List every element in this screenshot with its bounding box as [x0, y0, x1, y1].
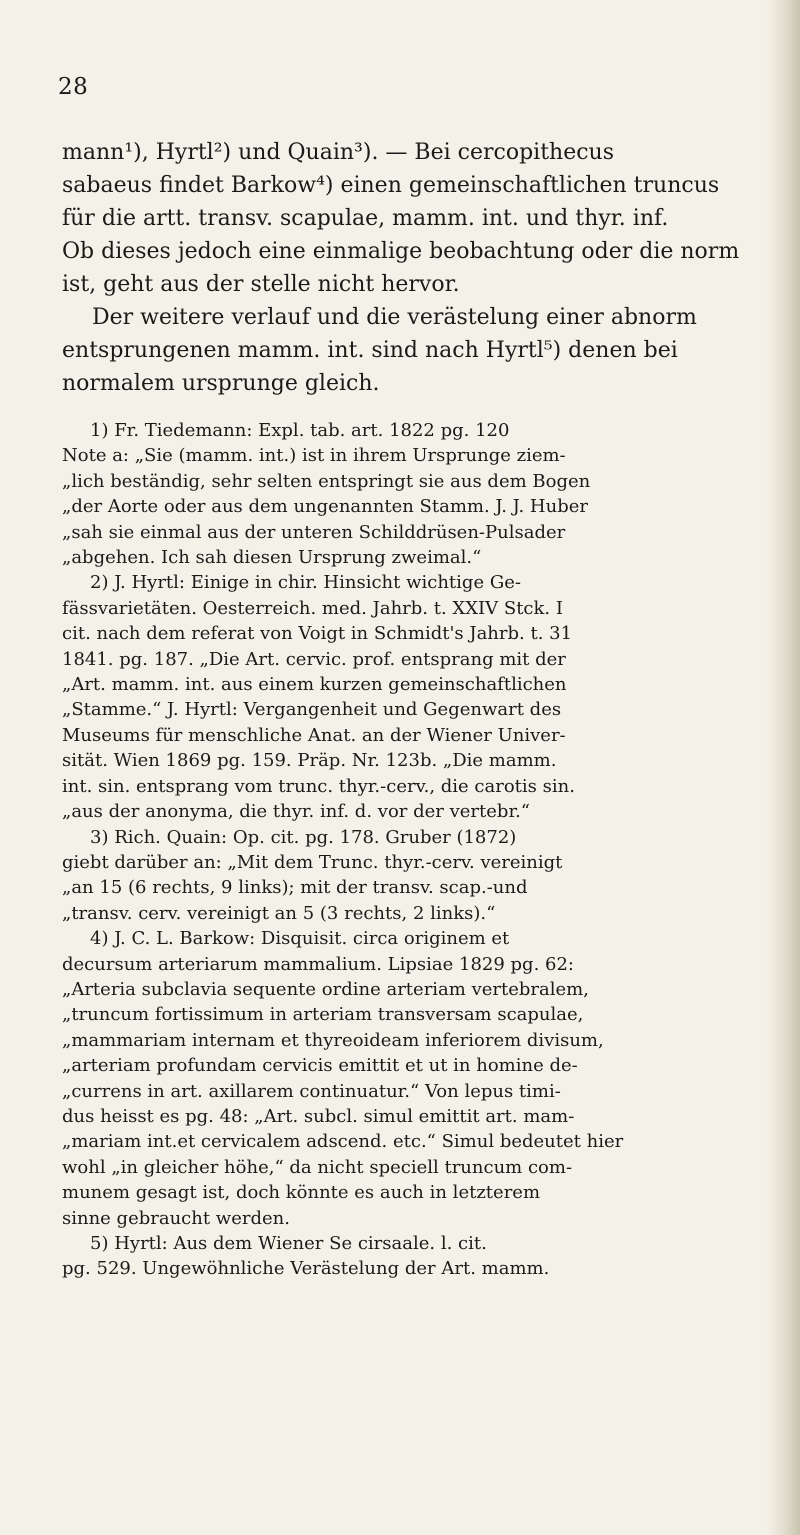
- footnote-line: „arteriam profundam cervicis emittit et ut in homine de-: [62, 1055, 578, 1077]
- footnote-2-body: [62, 596, 780, 825]
- footnote-1-body: [62, 443, 780, 570]
- main-line: für die artt. transv. scapulae, mamm. int. und thyr. inf.: [62, 206, 669, 231]
- footnote-line: Note a: „Sie (mamm. int.) ist in ihrem Ursprunge ziem-: [62, 445, 566, 467]
- footnote-line: 5) Hyrtl: Aus dem Wiener Se cirsaale. l. cit.: [90, 1233, 487, 1254]
- main-line: Ob dieses jedoch eine einmalige beobachtung oder die norm: [62, 239, 740, 264]
- footnote-line: „truncum fortissimum in arteriam transversam scapulae,: [62, 1004, 584, 1026]
- footnote-line: „Arteria subclavia sequente ordine arteriam vertebralem,: [62, 978, 589, 1000]
- main-line: normalem ursprunge gleich.: [62, 371, 380, 396]
- main-line: entsprungenen mamm. int. sind nach Hyrtl⁵) denen bei: [62, 338, 678, 363]
- footnote-line: „Art. mamm. int. aus einem kurzen gemeinschaftlichen: [62, 674, 567, 696]
- footnote-line: giebt darüber an: „Mit dem Trunc. thyr.-cerv. vereinigt: [62, 851, 563, 873]
- footnote-line: fässvarietäten. Oesterreich. med. Jahrb. t. XXIV Stck. I: [62, 597, 563, 619]
- footnote-line: 3) Rich. Quain: Op. cit. pg. 178. Gruber (1872): [90, 826, 517, 848]
- footnote-4-body: [62, 952, 780, 1231]
- footnote-line: decursum arteriarum mammalium. Lipsiae 1829 pg. 62:: [62, 953, 574, 975]
- footnote-2: [62, 570, 780, 595]
- footnote-line: 1) Fr. Tiedemann: Expl. tab. art. 1822 pg. 120: [90, 420, 510, 441]
- footnote-line: 1841. pg. 187. „Die Art. cervic. prof. entsprang mit der: [62, 648, 566, 670]
- footnote-5-body: [62, 1256, 780, 1281]
- footnote-1: [62, 418, 780, 443]
- footnote-line: „lich beständig, sehr selten entspringt sie aus dem Bogen: [62, 470, 591, 492]
- footnote-line: „transv. cerv. vereinigt an 5 (3 rechts, 2 links).“: [62, 902, 496, 924]
- footnote-line: cit. nach dem referat von Voigt in Schmidt's Jahrb. t. 31: [62, 623, 573, 645]
- footnote-line: Museums für menschliche Anat. an der Wiener Univer-: [62, 724, 566, 746]
- footnote-line: munem gesagt ist, doch könnte es auch in letzterem: [62, 1182, 541, 1204]
- footnote-line: „aus der anonyma, die thyr. inf. d. vor der vertebr.“: [62, 801, 530, 823]
- footnote-line: „mariam int.et cervicalem adscend. etc.“ Simul bedeutet hier: [62, 1131, 624, 1153]
- main-paragraph-2: [62, 301, 780, 334]
- footnote-line: „currens in art. axillarem continuatur.“ Von lepus timi-: [62, 1080, 561, 1102]
- footnote-line: „mammariam internam et thyreoideam inferiorem divisum,: [62, 1029, 604, 1051]
- main-paragraph-2-cont: [62, 334, 780, 400]
- main-line: Der weitere verlauf und die verästelung einer abnorm: [92, 305, 697, 330]
- footnote-3: [62, 825, 780, 850]
- footnote-line: pg. 529. Ungewöhnliche Verästelung der Art. mamm.: [62, 1258, 550, 1280]
- main-line: mann¹), Hyrtl²) und Quain³). — Bei cercopithecus: [62, 140, 614, 165]
- footnote-line: „sah sie einmal aus der unteren Schilddrüsen-Pulsader: [62, 521, 566, 543]
- main-line: sabaeus findet Barkow⁴) einen gemeinschaftlichen truncus: [62, 173, 720, 198]
- footnote-line: 4) J. C. L. Barkow: Disquisit. circa originem et: [90, 928, 510, 950]
- footnote-4: [62, 926, 780, 951]
- footnote-line: „Stamme.“ J. Hyrtl: Vergangenheit und Gegenwart des: [62, 699, 562, 721]
- footnote-line: sinne gebraucht werden.: [62, 1207, 290, 1229]
- footnote-line: int. sin. entsprang vom trunc. thyr.-cerv., die carotis sin.: [62, 775, 575, 797]
- footnote-line: 2) J. Hyrtl: Einige in chir. Hinsicht wichtige Ge-: [90, 572, 521, 594]
- footnote-line: „an 15 (6 rechts, 9 links); mit der transv. scap.-und: [62, 877, 528, 899]
- footnote-line: „der Aorte oder aus dem ungenannten Stamm. J. J. Huber: [62, 496, 588, 518]
- footnote-line: dus heisst es pg. 48: „Art. subcl. simul emittit art. mam-: [62, 1105, 575, 1127]
- footnote-line: „abgehen. Ich sah diesen Ursprung zweimal.“: [62, 547, 482, 569]
- main-paragraph-1: [62, 136, 780, 301]
- footnote-5: [62, 1231, 780, 1256]
- footnote-line: wohl „in gleicher höhe,“ da nicht speciell truncum com-: [62, 1156, 573, 1178]
- footnotes-block: [62, 418, 780, 1282]
- footnote-3-body: [62, 850, 780, 926]
- main-text-block: [62, 136, 780, 400]
- main-line: ist, geht aus der stelle nicht hervor.: [62, 272, 460, 297]
- footnote-line: sität. Wien 1869 pg. 159. Präp. Nr. 123b. „Die mamm.: [62, 750, 557, 772]
- page-number: 28: [58, 74, 89, 100]
